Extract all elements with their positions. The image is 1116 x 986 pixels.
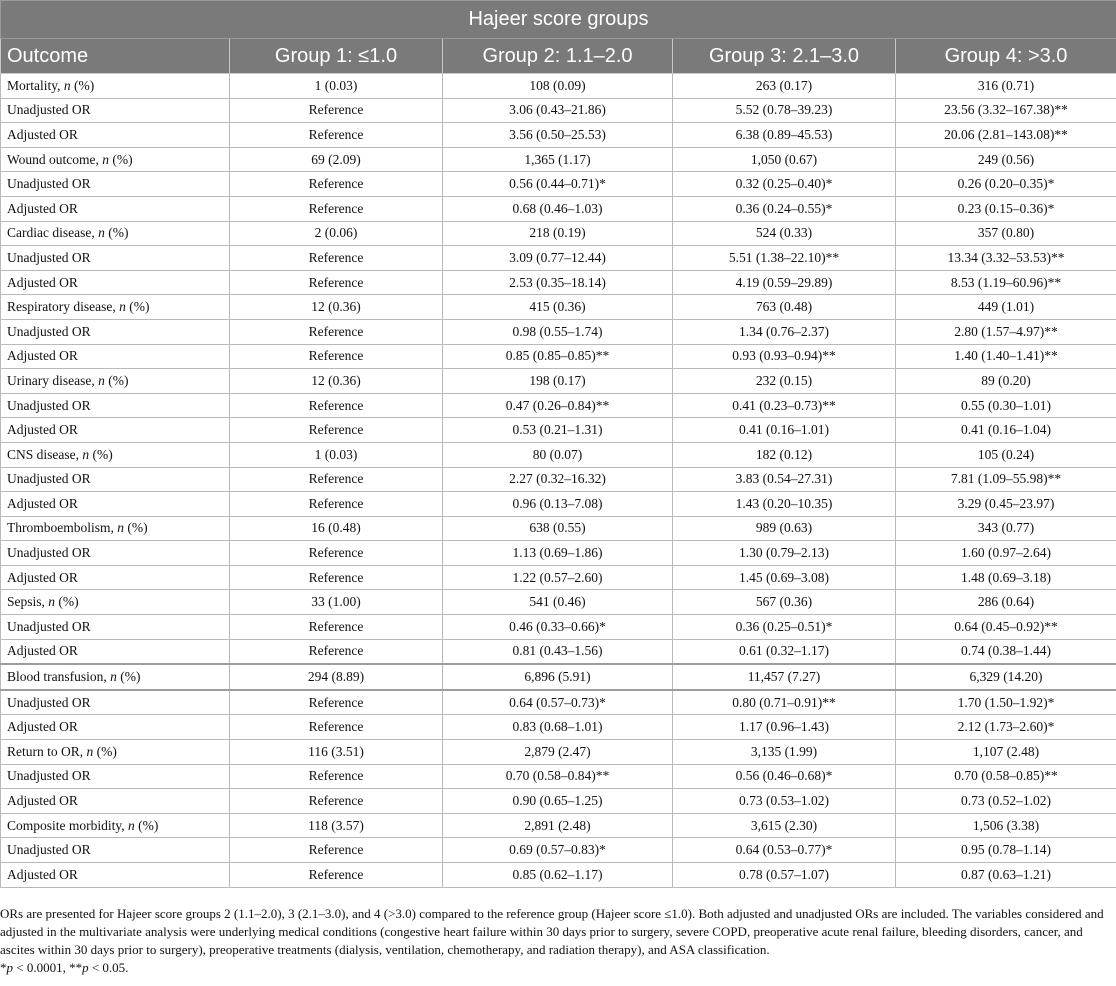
table-row [1,98,1116,123]
table-row [1,467,1116,492]
outcome-label-suffix: (%) [104,225,129,241]
table-row [1,789,1116,814]
group-3-value-cell: 3,615 (2.30) [673,813,896,838]
group-1-value-cell: 12 (0.36) [230,295,443,320]
outcome-label: Respiratory disease, [7,299,120,315]
group-3-value-cell: 1.45 (0.69–3.08) [673,565,896,590]
outcome-label: Unadjusted OR [7,323,91,339]
group-2-value-cell: 0.69 (0.57–0.83)* [443,838,673,863]
table-row [1,172,1116,197]
column-header-group-4: Group 4: >3.0 [896,39,1116,74]
group-1-value-cell: Reference [230,123,443,148]
table-row [1,740,1116,765]
outcome-label-suffix: (%) [55,594,79,610]
group-3-value-cell: 1,050 (0.67) [673,147,896,172]
group-3-value-cell: 11,457 (7.27) [673,664,896,690]
group-2-value-cell: 0.90 (0.65–1.25) [443,789,673,814]
table-row [1,863,1116,888]
outcome-n-symbol: n [117,520,124,536]
outcome-cell [1,863,230,888]
group-1-value-cell: 118 (3.57) [230,813,443,838]
group-3-value-cell: 0.78 (0.57–1.07) [673,863,896,888]
table-row [1,123,1116,148]
group-4-value-cell: 1.40 (1.40–1.41)** [896,344,1116,369]
group-2-value-cell: 2,891 (2.48) [443,813,673,838]
group-4-value-cell: 2.80 (1.57–4.97)** [896,319,1116,344]
group-4-value-cell: 2.12 (1.73–2.60)* [896,715,1116,740]
table-row [1,344,1116,369]
group-1-value-cell: Reference [230,789,443,814]
group-4-value-cell: 0.55 (0.30–1.01) [896,393,1116,418]
group-4-value-cell: 6,329 (14.20) [896,664,1116,690]
outcome-label-suffix: (%) [93,743,117,759]
table-row [1,813,1116,838]
group-4-value-cell: 0.74 (0.38–1.44) [896,639,1116,664]
outcome-label: Adjusted OR [7,126,78,142]
outcome-n-symbol: n [98,372,105,388]
outcome-label: Unadjusted OR [7,471,91,487]
sig-p2-value: < 0.05. [88,960,129,975]
outcome-label-suffix: (%) [89,446,113,462]
outcome-cell [1,172,230,197]
significance-note [0,959,1110,977]
group-4-value-cell: 1,506 (3.38) [896,813,1116,838]
group-1-value-cell: Reference [230,196,443,221]
group-1-value-cell: Reference [230,270,443,295]
table-row [1,516,1116,541]
group-2-value-cell: 1.22 (0.57–2.60) [443,565,673,590]
outcome-label: Unadjusted OR [7,694,91,710]
group-4-value-cell: 0.87 (0.63–1.21) [896,863,1116,888]
group-4-value-cell: 449 (1.01) [896,295,1116,320]
outcome-cell [1,516,230,541]
group-3-value-cell: 3.83 (0.54–27.31) [673,467,896,492]
group-3-value-cell: 0.61 (0.32–1.17) [673,639,896,664]
group-3-value-cell: 5.51 (1.38–22.10)** [673,246,896,271]
group-1-value-cell: Reference [230,639,443,664]
group-1-value-cell: Reference [230,467,443,492]
group-4-value-cell: 0.64 (0.45–0.92)** [896,615,1116,640]
outcome-label: Composite morbidity, [7,817,128,833]
group-1-value-cell: Reference [230,615,443,640]
outcome-n-symbol: n [102,151,110,167]
outcome-n-symbol: n [63,77,71,93]
group-1-value-cell: Reference [230,492,443,517]
outcome-cell [1,789,230,814]
outcome-cell [1,541,230,566]
outcome-label: Mortality, [7,77,64,93]
outcome-cell [1,196,230,221]
group-4-value-cell: 343 (0.77) [896,516,1116,541]
outcome-cell [1,565,230,590]
group-2-value-cell: 0.56 (0.44–0.71)* [443,172,673,197]
group-3-value-cell: 263 (0.17) [673,74,896,99]
group-3-value-cell: 232 (0.15) [673,369,896,394]
group-2-value-cell: 6,896 (5.91) [443,664,673,690]
table-row [1,615,1116,640]
outcome-cell [1,690,230,715]
outcome-label-suffix: (%) [125,299,150,315]
outcome-label: Adjusted OR [7,274,78,290]
outcome-label: Wound outcome, [7,151,103,167]
group-1-value-cell: Reference [230,764,443,789]
outcome-cell [1,813,230,838]
footnote-text: ORs are presented for Hajeer score groups 2 (1.1–2.0), 3 (2.1–3.0), and 4 (>3.0) compared to the reference group (Hajeer score ≤1.0). Both adjusted and unadjusted ORs are included. The variables considered and adjusted in the multivariate analysis were underlying medical conditions (congestive heart failure within 30 days prior to surgery, severe COPD, preoperative acute renal failure, bleeding disorders, cancer, and ascites within 30 days prior to surgery), preoperative treatments (dialysis, ventilation, chemotherapy, and radiation therapy), and ASA classification. [0,906,1104,957]
group-4-value-cell: 0.73 (0.52–1.02) [896,789,1116,814]
group-2-value-cell: 3.06 (0.43–21.86) [443,98,673,123]
outcome-cell [1,639,230,664]
group-3-value-cell: 182 (0.12) [673,442,896,467]
outcome-label: Unadjusted OR [7,249,91,265]
column-header-outcome: Outcome [1,39,230,74]
group-1-value-cell: Reference [230,246,443,271]
group-3-value-cell: 0.36 (0.24–0.55)* [673,196,896,221]
group-4-value-cell: 20.06 (2.81–143.08)** [896,123,1116,148]
table-row [1,492,1116,517]
group-4-value-cell: 89 (0.20) [896,369,1116,394]
group-3-value-cell: 6.38 (0.89–45.53) [673,123,896,148]
group-3-value-cell: 567 (0.36) [673,590,896,615]
group-2-value-cell: 0.64 (0.57–0.73)* [443,690,673,715]
outcome-cell [1,246,230,271]
outcome-cell [1,442,230,467]
outcome-cell [1,319,230,344]
group-2-value-cell: 0.46 (0.33–0.66)* [443,615,673,640]
outcome-label: Cardiac disease, [7,225,99,241]
outcome-label: Blood transfusion, [7,669,111,685]
group-1-value-cell: Reference [230,98,443,123]
group-2-value-cell: 0.96 (0.13–7.08) [443,492,673,517]
group-2-value-cell: 0.47 (0.26–0.84)** [443,393,673,418]
group-1-value-cell: 294 (8.89) [230,664,443,690]
group-2-value-cell: 80 (0.07) [443,442,673,467]
group-3-value-cell: 0.32 (0.25–0.40)* [673,172,896,197]
group-4-value-cell: 1.70 (1.50–1.92)* [896,690,1116,715]
group-1-value-cell: 16 (0.48) [230,516,443,541]
outcome-label: Sepsis, [7,594,49,610]
table-row [1,590,1116,615]
table-row [1,295,1116,320]
group-4-value-cell: 7.81 (1.09–55.98)** [896,467,1116,492]
outcome-cell [1,221,230,246]
group-1-value-cell: Reference [230,319,443,344]
group-4-value-cell: 8.53 (1.19–60.96)** [896,270,1116,295]
sig-p1-symbol: * [0,960,7,975]
table-footnote [0,905,1110,977]
group-2-value-cell: 108 (0.09) [443,74,673,99]
group-3-value-cell: 0.73 (0.53–1.02) [673,789,896,814]
group-1-value-cell: Reference [230,393,443,418]
table-row [1,715,1116,740]
outcome-cell [1,369,230,394]
outcome-cell [1,764,230,789]
group-1-value-cell: Reference [230,565,443,590]
group-1-value-cell: Reference [230,541,443,566]
column-header-group-1: Group 1: ≤1.0 [230,39,443,74]
table-header-row [1,39,1116,74]
outcome-label: Unadjusted OR [7,176,91,192]
table-row [1,418,1116,443]
group-2-value-cell: 2,879 (2.47) [443,740,673,765]
group-1-value-cell: Reference [230,172,443,197]
table-row [1,838,1116,863]
table-row [1,690,1116,715]
sig-p2-variable: p [82,960,89,975]
outcome-label-suffix: (%) [116,669,141,685]
outcome-label: Adjusted OR [7,569,78,585]
group-1-value-cell: Reference [230,715,443,740]
group-2-value-cell: 415 (0.36) [443,295,673,320]
group-4-value-cell: 1.60 (0.97–2.64) [896,541,1116,566]
group-2-value-cell: 0.85 (0.62–1.17) [443,863,673,888]
group-2-value-cell: 638 (0.55) [443,516,673,541]
outcome-label: Adjusted OR [7,348,78,364]
outcome-cell [1,715,230,740]
table-body [1,74,1116,888]
group-4-value-cell: 3.29 (0.45–23.97) [896,492,1116,517]
group-3-value-cell: 1.43 (0.20–10.35) [673,492,896,517]
group-4-value-cell: 0.95 (0.78–1.14) [896,838,1116,863]
group-1-value-cell: Reference [230,838,443,863]
outcome-n-symbol: n [128,817,135,833]
sig-p2-symbol: ** [69,960,83,975]
group-2-value-cell: 1.13 (0.69–1.86) [443,541,673,566]
outcome-label-suffix: (%) [124,520,148,536]
outcome-cell [1,467,230,492]
outcome-cell [1,615,230,640]
group-3-value-cell: 0.41 (0.16–1.01) [673,418,896,443]
outcome-label: Return to OR, [7,743,87,759]
outcome-label-suffix: (%) [70,77,95,93]
group-3-value-cell: 1.30 (0.79–2.13) [673,541,896,566]
group-4-value-cell: 0.26 (0.20–0.35)* [896,172,1116,197]
group-1-value-cell: Reference [230,344,443,369]
group-1-value-cell: 1 (0.03) [230,74,443,99]
group-3-value-cell: 5.52 (0.78–39.23) [673,98,896,123]
group-2-value-cell: 198 (0.17) [443,369,673,394]
table-row [1,196,1116,221]
outcome-n-symbol: n [110,669,117,685]
table-row [1,664,1116,690]
group-1-value-cell: 33 (1.00) [230,590,443,615]
table-super-header-row [1,1,1116,39]
group-3-value-cell: 763 (0.48) [673,295,896,320]
outcome-cell [1,393,230,418]
outcome-cell [1,344,230,369]
outcome-n-symbol: n [98,225,105,241]
group-2-value-cell: 218 (0.19) [443,221,673,246]
outcome-label-suffix: (%) [134,817,159,833]
group-2-value-cell: 1,365 (1.17) [443,147,673,172]
sig-p1-variable: p [6,960,13,975]
group-2-value-cell: 541 (0.46) [443,590,673,615]
outcome-label: Adjusted OR [7,719,78,735]
group-2-value-cell: 3.09 (0.77–12.44) [443,246,673,271]
group-4-value-cell: 286 (0.64) [896,590,1116,615]
outcome-cell [1,664,230,690]
group-4-value-cell: 0.70 (0.58–0.85)** [896,764,1116,789]
outcome-label: Unadjusted OR [7,545,91,561]
table-row [1,639,1116,664]
group-1-value-cell: 116 (3.51) [230,740,443,765]
outcome-label: Unadjusted OR [7,618,91,634]
table-row [1,369,1116,394]
group-3-value-cell: 1.34 (0.76–2.37) [673,319,896,344]
group-1-value-cell: 1 (0.03) [230,442,443,467]
outcome-n-symbol: n [48,594,56,610]
table-row [1,764,1116,789]
group-4-value-cell: 23.56 (3.32–167.38)** [896,98,1116,123]
group-1-value-cell: Reference [230,690,443,715]
table-row [1,565,1116,590]
outcome-cell [1,147,230,172]
group-1-value-cell: Reference [230,418,443,443]
group-4-value-cell: 0.23 (0.15–0.36)* [896,196,1116,221]
group-1-value-cell: 2 (0.06) [230,221,443,246]
group-2-value-cell: 3.56 (0.50–25.53) [443,123,673,148]
outcome-label: Unadjusted OR [7,397,91,413]
column-header-group-3: Group 3: 2.1–3.0 [673,39,896,74]
group-2-value-cell: 0.98 (0.55–1.74) [443,319,673,344]
table-row [1,270,1116,295]
group-3-value-cell: 3,135 (1.99) [673,740,896,765]
outcome-label: Unadjusted OR [7,102,91,118]
group-4-value-cell: 316 (0.71) [896,74,1116,99]
outcome-label: CNS disease, [7,446,83,462]
sig-p1-value: < 0.0001, [13,960,70,975]
table-row [1,442,1116,467]
outcome-label: Adjusted OR [7,643,78,659]
group-3-value-cell: 0.36 (0.25–0.51)* [673,615,896,640]
group-2-value-cell: 0.70 (0.58–0.84)** [443,764,673,789]
outcome-label: Thromboembolism, [7,520,118,536]
outcome-cell [1,740,230,765]
outcome-label: Adjusted OR [7,866,78,882]
group-4-value-cell: 13.34 (3.32–53.53)** [896,246,1116,271]
outcome-label: Adjusted OR [7,422,78,438]
group-4-value-cell: 357 (0.80) [896,221,1116,246]
group-2-value-cell: 2.27 (0.32–16.32) [443,467,673,492]
group-1-value-cell: 12 (0.36) [230,369,443,394]
table-row [1,393,1116,418]
group-3-value-cell: 4.19 (0.59–29.89) [673,270,896,295]
outcome-cell [1,492,230,517]
outcome-cell [1,590,230,615]
table-row [1,221,1116,246]
outcome-label: Unadjusted OR [7,768,91,784]
group-4-value-cell: 0.41 (0.16–1.04) [896,418,1116,443]
outcome-label: Unadjusted OR [7,842,91,858]
outcome-cell [1,418,230,443]
group-4-value-cell: 1,107 (2.48) [896,740,1116,765]
group-1-value-cell: Reference [230,863,443,888]
group-3-value-cell: 0.41 (0.23–0.73)** [673,393,896,418]
outcome-cell [1,74,230,99]
outcome-label: Urinary disease, [7,372,99,388]
outcome-label: Adjusted OR [7,200,78,216]
group-2-value-cell: 0.68 (0.46–1.03) [443,196,673,221]
outcome-label: Adjusted OR [7,793,78,809]
group-3-value-cell: 989 (0.63) [673,516,896,541]
group-2-value-cell: 0.81 (0.43–1.56) [443,639,673,664]
outcome-n-symbol: n [86,743,94,759]
table-row [1,319,1116,344]
outcome-n-symbol: n [82,446,90,462]
outcome-cell [1,123,230,148]
group-3-value-cell: 524 (0.33) [673,221,896,246]
group-4-value-cell: 249 (0.56) [896,147,1116,172]
super-header-hajeer-score-groups: Hajeer score groups [1,1,1116,39]
group-2-value-cell: 2.53 (0.35–18.14) [443,270,673,295]
group-3-value-cell: 0.80 (0.71–0.91)** [673,690,896,715]
group-2-value-cell: 0.53 (0.21–1.31) [443,418,673,443]
group-4-value-cell: 1.48 (0.69–3.18) [896,565,1116,590]
outcome-cell [1,295,230,320]
outcome-cell [1,838,230,863]
table-row [1,246,1116,271]
group-1-value-cell: 69 (2.09) [230,147,443,172]
group-2-value-cell: 0.85 (0.85–0.85)** [443,344,673,369]
outcome-label-suffix: (%) [109,151,133,167]
table-row [1,541,1116,566]
outcome-n-symbol: n [119,299,126,315]
outcome-cell [1,98,230,123]
table-row [1,74,1116,99]
group-3-value-cell: 1.17 (0.96–1.43) [673,715,896,740]
group-2-value-cell: 0.83 (0.68–1.01) [443,715,673,740]
group-3-value-cell: 0.64 (0.53–0.77)* [673,838,896,863]
table-row [1,147,1116,172]
outcome-label-suffix: (%) [104,372,129,388]
outcome-label: Adjusted OR [7,495,78,511]
column-header-group-2: Group 2: 1.1–2.0 [443,39,673,74]
outcome-cell [1,270,230,295]
group-4-value-cell: 105 (0.24) [896,442,1116,467]
group-3-value-cell: 0.56 (0.46–0.68)* [673,764,896,789]
group-3-value-cell: 0.93 (0.93–0.94)** [673,344,896,369]
